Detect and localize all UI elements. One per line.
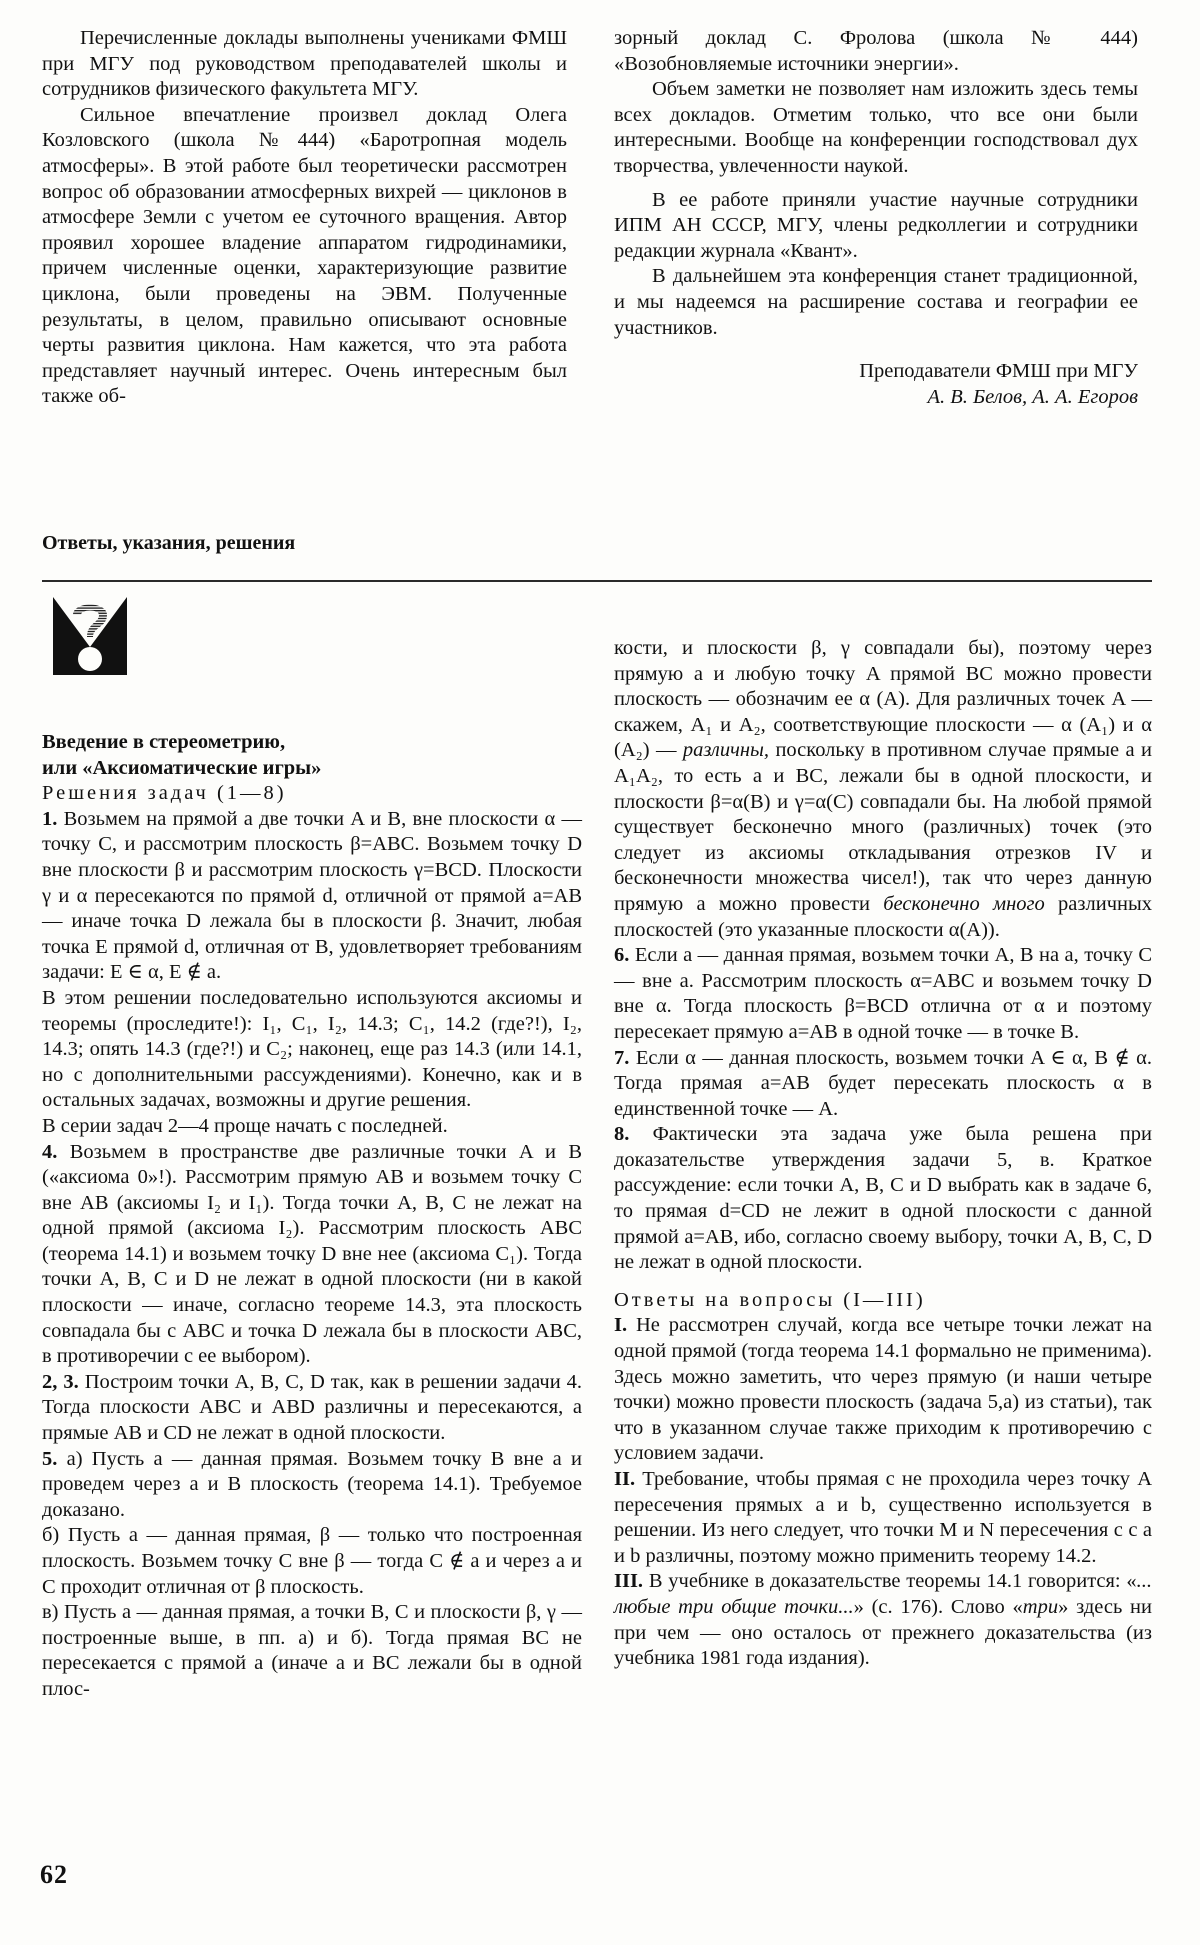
item-number: 5. bbox=[42, 1447, 58, 1470]
solution-text: Если a — данная прямая, возьмем точки A, B на a, точку C — вне a. Рассмотрим плоскость α=ABC и возьмем точку D вне α. Тогда плоскость β=BCD отлична от α и поэтому пересекает прямую a=AB в одной точке — в точке B. bbox=[614, 944, 1153, 1043]
answer-text: Требование, чтобы прямая c не проходила через точку A пересечения прямых a и b, существенно используется в решении. Из него следует, что точки M и N пересечения c с a и b различны, поэтому можно применить теорему 14.2. bbox=[614, 1468, 1152, 1567]
paragraph: Сильное впечатление произвел доклад Олега Козловского (школа №444) «Баротропная модель атмосферы». В этой работе был теоретически рассмотрен вопрос об образовании атмосферных вихрей — циклонов в атмосфере Земли с учетом ее суточного вращения. Автор проявил хорошее владение аппаратом гидродинамики, причем численные оценки, характеризующие развитие циклона, были проведены на ЭВМ. Полученные результаты, в целом, правильно описывают основные черты развития циклона. Нам кажется, что эта работа представляет научный интерес. Очень интересным был также об- bbox=[42, 103, 567, 408]
solution-text: а) Пусть a — данная прямая. Возьмем точку B вне a и проведем через a и B плоскость (теорема 14.1). Требуемое доказано. bbox=[42, 1447, 582, 1521]
solution-1 bbox=[42, 807, 582, 986]
article-heading: Введение в стереометрию, bbox=[42, 731, 286, 753]
item-number: 7. bbox=[614, 1046, 630, 1069]
section-title: Ответы, указания, решения bbox=[42, 532, 296, 554]
solution-text: Если α — данная плоскость, возьмем точки A ∈ α, B ∉ α. Тогда прямая a=AB будет пересекать плоскость α в единственной точке — A. bbox=[614, 1046, 1152, 1120]
solution-5 bbox=[42, 1447, 582, 1524]
solution-4 bbox=[42, 1140, 582, 1370]
solution-7 bbox=[614, 1046, 1152, 1123]
page-number: 62 bbox=[40, 1860, 68, 1889]
item-number: II. bbox=[614, 1468, 636, 1490]
paragraph: кости, и плоскости β, γ совпадали бы), поэтому через прямую a и любую точку A прямой BC можно провести плоскость — обозначим ее α (A). Для различных точек A — скажем, A₁ и A₂, соответствующие плоскости — α (A₁) и α (A₂) — различны, поскольку в противном случае прямые a и A₁A₂, то есть a и BC, лежали бы в одной плоскости, и плоскости β=α(B) и γ=α(C) совпадали бы. На любой прямой существует бесконечно много (различных) точек (это следует из аксиомы откладывания отрезков IV и бесконечности множества чисел!), так что через данную прямую a можно провести бесконечно много различных плоскостей (это указанные плоскости α(A)). bbox=[614, 637, 1153, 941]
signature-names: А. В. Белов, А. А. Егоров bbox=[927, 385, 1138, 408]
paragraph: Объем заметки не позволяет нам изложить здесь темы всех докладов. Отметим только, что все они были интересными. Вообще на конференции господствовал дух творчества, увлеченности наукой. bbox=[614, 78, 1138, 177]
item-number: 4. bbox=[42, 1140, 58, 1163]
article-column-right bbox=[614, 26, 1138, 410]
solution-6 bbox=[614, 943, 1152, 1045]
emphasis: различны, bbox=[682, 739, 770, 762]
subheading: Решения задач (1—8) bbox=[42, 782, 287, 805]
paragraph: б) Пусть a — данная прямая, β — только что построенная плоскость. Возьмем точку C вне β — тогда C ∉ a и через a и C проходит отличная от β плоскость. bbox=[42, 1524, 582, 1598]
paragraph: в) Пусть a — данная прямая, а точки B, C и плоскости β, γ — построенные выше, в пп. а) и б). Тогда прямая BC не пересекается с прямой a (иначе a и BC лежали бы в одной плос- bbox=[42, 1601, 582, 1700]
solution-2-3 bbox=[42, 1370, 582, 1447]
article-column-left bbox=[42, 26, 567, 410]
emphasis: три bbox=[1022, 1595, 1059, 1618]
paragraph: В ее работе приняли участие научные сотрудники ИПМ АН СССР, МГУ, члены редколлегии и сотрудники редакции журнала «Квант». bbox=[614, 188, 1138, 262]
solution-text: Возьмем на прямой a две точки A и B, вне плоскости α — точку C, и рассмотрим плоскость β=ABC. Возьмем точку D вне плоскости β и рассмотрим плоскость γ=BCD. Плоскости γ и α пересекаются по прямой d, отличной от прямой a=AB — иначе точка D лежала бы в плоскости β. Значит, любая точка E прямой d, отличная от B, удовлетворяет требованиям задачи: E ∈ α, E ∉ a. bbox=[42, 807, 582, 984]
emphasis: ... любые три общие точки... bbox=[614, 1570, 1153, 1618]
item-number: 8. bbox=[614, 1123, 630, 1146]
emphasis: бесконечно много bbox=[883, 892, 1045, 915]
paragraph: зорный доклад С. Фролова (школа № 444) «Возобновляемые источники энергии». bbox=[614, 27, 1138, 75]
subheading: Ответы на вопросы (I—III) bbox=[614, 1288, 926, 1311]
article-heading: или «Аксиоматические игры» bbox=[42, 756, 322, 779]
item-number: III. bbox=[614, 1570, 644, 1593]
answer-1 bbox=[614, 1313, 1152, 1467]
question-mark-logo-icon bbox=[53, 597, 127, 675]
paragraph: В этом решении последовательно используются аксиомы и теоремы (проследите!): I₁, C₁, I₂, 14.3; C₁, 14.2 (где?!), I₂, 14.3; опять 14.3 (где?!) и C₂; наконец, еще раз 14.3 (или 14.1, но с дополнительными рассуждениями). Конечно, как и в остальных задачах, возможны и другие решения. bbox=[42, 986, 582, 1112]
answer-text: Не рассмотрен случай, когда все четыре точки лежат на одной прямой (тогда теорема 14.1 формально не применима). Здесь можно заметить, что через прямую (и наши четыре точки) можно провести плоскость (задача 5,a) из статьи), так что в указанном случае также приходим к противоречию с условием задачи. bbox=[614, 1314, 1152, 1465]
answer-3: III. В учебнике в доказательстве теоремы 14.1 говорится: «... любые три общие точки...» (с. 176). Слово «три» здесь ни при чем — оно осталось от прежнего доказательства (из учебника 1981 года издания). bbox=[614, 1570, 1153, 1670]
signature-org: Преподаватели ФМШ при МГУ bbox=[859, 360, 1138, 383]
solutions-column-left bbox=[42, 730, 582, 1703]
solution-text: Построим точки A, B, C, D так, как в решении задачи 4. Тогда плоскости ABC и ABD различны и пересекаются, а прямые AB и CD не лежат в одной плоскости. bbox=[42, 1370, 583, 1445]
solution-8 bbox=[614, 1122, 1152, 1276]
solution-text: Возьмем в пространстве две различные точки A и B («аксиома 0»!). Рассмотрим прямую AB и возьмем точку C вне AB (аксиомы I₂ и I₁). Тогда точки A, B, C не лежат на одной прямой (аксиома I₂). Рассмотрим плоскость ABC (теорема 14.1) и возьмем точку D вне нее (аксиома C₁). Тогда точки A, B, C и D не лежат в одной плоскости (ни в какой плоскости — иначе, согласно теореме 14.3, эта плоскость совпадала бы с ABC и точка D лежала бы в плоскости ABC, в противоречии с ее выбором). bbox=[42, 1140, 582, 1368]
section-divider bbox=[42, 580, 1152, 582]
item-number: 6. bbox=[614, 944, 630, 967]
solution-text: Фактически эта задача уже была решена при доказательстве утверждения задачи 5, в. Краткое рассуждение: если точки A, B, C и D выбрать как в задаче 6, то прямая d=CD не лежит в одной плоскости с данной прямой a=AB, ибо, согласно своему выбору, точки A, B, C, D не лежат в одной плоскости. bbox=[614, 1123, 1152, 1274]
item-number: 2, 3. bbox=[42, 1370, 79, 1393]
paragraph: В дальнейшем эта конференция станет традиционной, и мы надеемся на расширение состава и географии ее участников. bbox=[614, 265, 1138, 339]
item-number: I. bbox=[614, 1314, 628, 1337]
solutions-column-right bbox=[614, 636, 1152, 1672]
item-number: 1. bbox=[42, 807, 58, 830]
paragraph: В серии задач 2—4 проще начать с последней. bbox=[42, 1114, 448, 1137]
paragraph: Перечисленные доклады выполнены учениками ФМШ при МГУ под руководством преподавателей школы и сотрудников физического факультета МГУ. bbox=[42, 27, 567, 101]
answer-2 bbox=[614, 1467, 1152, 1569]
